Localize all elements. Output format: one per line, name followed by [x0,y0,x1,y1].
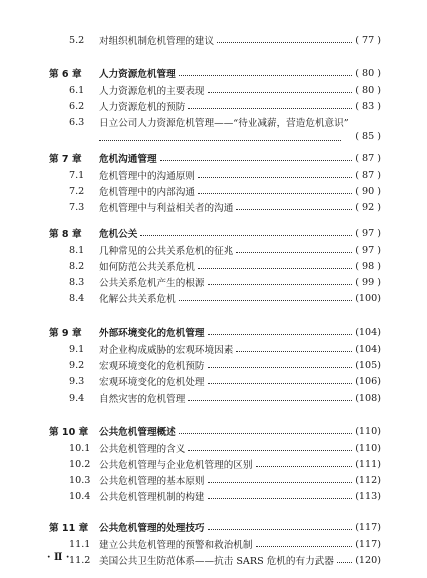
entry-title: 危机公关 [99,229,138,240]
entry-title: 美国公共卫生防范体系——抗击 SARS 危机的有力武器 [99,556,334,567]
section-entry[interactable] [0,99,427,113]
entry-number: 第 6 章 [49,69,82,80]
entry-page-number: ( 80 ) [355,67,381,79]
entry-page-number: ( 77 ) [355,34,381,46]
chapter-entry[interactable] [0,520,427,534]
leader-dots [208,283,353,285]
entry-page-number: (117) [355,521,381,533]
entry-page-number: (105) [355,359,381,371]
section-entry[interactable] [0,168,427,182]
entry-number: 第 10 章 [49,427,89,438]
entry-page-number: (110) [355,442,381,454]
entry-number: 6.2 [69,100,85,112]
entry-title: 对组织机制危机管理的建议 [99,36,215,47]
leader-dots [208,366,353,368]
entry-number: 9.4 [69,392,85,404]
entry-page-number: ( 83 ) [355,100,381,112]
entry-number: 9.1 [69,343,85,355]
section-entry[interactable] [0,259,427,273]
entry-number: 7.2 [69,185,85,197]
entry-page-number: ( 87 ) [355,152,381,164]
entry-title: 公共关系危机产生的根源 [99,278,205,289]
entry-title: 公共危机管理与企业危机管理的区别 [99,460,253,471]
entry-title: 危机管理中的沟通原则 [99,171,195,182]
entry-page-number: (120) [355,554,381,566]
entry-page-number: (117) [355,538,381,550]
leader-dots [160,159,353,161]
section-entry[interactable] [0,243,427,257]
entry-number: 第 11 章 [49,523,89,534]
entry-title: 危机沟通管理 [99,154,157,165]
entry-page-number: (104) [355,326,381,338]
entry-page-number: (108) [355,392,381,404]
entry-title: 外部环境变化的危机管理 [99,328,205,339]
entry-number: 10.2 [69,458,91,470]
entry-title: 对企业构成威胁的宏观环境因素 [99,345,234,356]
leader-dots [188,399,352,401]
leader-dots [208,497,353,499]
section-entry[interactable] [0,275,427,289]
entry-page-number: (113) [355,490,381,502]
section-entry[interactable] [0,391,427,405]
entry-number: 第 9 章 [49,328,82,339]
entry-title: 建立公共危机管理的预警和救治机制 [99,540,253,551]
entry-page-number: (104) [355,343,381,355]
leader-dots [236,251,352,253]
entry-number: 11.2 [69,554,91,566]
section-entry[interactable] [0,358,427,372]
entry-page-number: ( 87 ) [355,169,381,181]
section-entry[interactable] [0,374,427,388]
section-entry[interactable] [0,33,427,47]
chapter-entry[interactable] [0,226,427,240]
leader-dots [208,333,353,335]
section-entry[interactable] [0,83,427,97]
leader-dots [198,267,352,269]
section-entry[interactable] [0,184,427,198]
leader-dots [256,465,353,467]
entry-title: 人力资源危机管理 [99,69,176,80]
entry-page-number: ( 80 ) [355,84,381,96]
entry-title: 宏观环境变化的危机预防 [99,361,205,372]
leader-dots [208,382,353,384]
entry-page-number: (100) [355,292,381,304]
entry-page-number: ( 97 ) [355,244,381,256]
section-entry[interactable] [0,537,427,551]
leader-dots [188,107,352,109]
section-entry[interactable] [0,489,427,503]
entry-number: 6.3 [69,116,85,128]
section-entry[interactable] [0,291,427,305]
entry-title: 公共危机管理的基本原则 [99,476,205,487]
entry-title: 宏观环境变化的危机处理 [99,377,205,388]
section-entry[interactable] [0,200,427,214]
page-number-footer: · Ⅱ · [47,552,70,563]
entry-number: 7.3 [69,201,85,213]
entry-number: 10.4 [69,490,91,502]
entry-title: 几种常见的公共关系危机的征兆 [99,246,234,257]
entry-number: 第 8 章 [49,229,82,240]
entry-number: 10.1 [69,442,91,454]
leader-dots [337,561,352,563]
leader-dots [236,208,352,210]
entry-title: 人力资源危机的主要表现 [99,86,205,97]
entry-title: 公共危机管理概述 [99,427,176,438]
leader-dots [208,91,353,93]
entry-number: 6.1 [69,84,85,96]
leader-dots [179,432,352,434]
section-entry[interactable] [0,441,427,455]
section-entry[interactable] [0,342,427,356]
leader-dots [188,449,352,451]
entry-title: 人力资源危机的预防 [99,102,186,113]
leader-dots [256,545,353,547]
chapter-entry[interactable] [0,151,427,165]
entry-number: 8.1 [69,244,85,256]
entry-page-number: (106) [355,375,381,387]
entry-number: 8.2 [69,260,85,272]
leader-dots [99,139,341,141]
entry-title: 危机管理中与利益相关者的沟通 [99,203,234,214]
entry-page-number: ( 85 ) [355,131,381,142]
leader-dots [179,299,352,301]
entry-page-number: (112) [355,474,381,486]
entry-title: 公共危机管理的处理技巧 [99,523,205,534]
chapter-entry[interactable] [0,66,427,80]
entry-title: 自然灾害的危机管理 [99,394,186,405]
entry-number: 9.3 [69,375,85,387]
entry-page-number: ( 98 ) [355,260,381,272]
entry-page-number: (110) [355,425,381,437]
entry-page-number: ( 97 ) [355,227,381,239]
leader-dots [179,74,352,76]
entry-number: 10.3 [69,474,91,486]
leader-dots [236,350,352,352]
section-entry[interactable] [0,457,427,471]
entry-title: 日立公司人力资源危机管理——“待业减薪，营造危机意识” [99,118,349,129]
entry-page-number: ( 99 ) [355,276,381,288]
entry-title: 危机管理中的内部沟通 [99,187,195,198]
entry-number: 7.1 [69,169,85,181]
leader-dots [208,481,353,483]
leader-dots [198,192,352,194]
entry-number: 5.2 [69,34,85,46]
entry-number: 8.4 [69,292,85,304]
entry-page-number: ( 90 ) [355,185,381,197]
section-entry[interactable] [0,473,427,487]
entry-number: 第 7 章 [49,154,82,165]
chapter-entry[interactable] [0,325,427,339]
entry-title: 公共危机管理的含义 [99,444,186,455]
leader-dots [217,41,352,43]
entry-title: 公共危机管理机制的构建 [99,492,205,503]
leader-dots [140,234,352,236]
leader-dots [198,176,352,178]
section-entry[interactable] [0,115,427,142]
leader-dots [208,528,353,530]
entry-page-number: ( 92 ) [355,201,381,213]
entry-title: 如何防范公共关系危机 [99,262,195,273]
entry-title: 化解公共关系危机 [99,294,176,305]
entry-number: 9.2 [69,359,85,371]
entry-number: 8.3 [69,276,85,288]
entry-number: 11.1 [69,538,91,550]
chapter-entry[interactable] [0,424,427,438]
entry-page-number: (111) [355,458,381,470]
